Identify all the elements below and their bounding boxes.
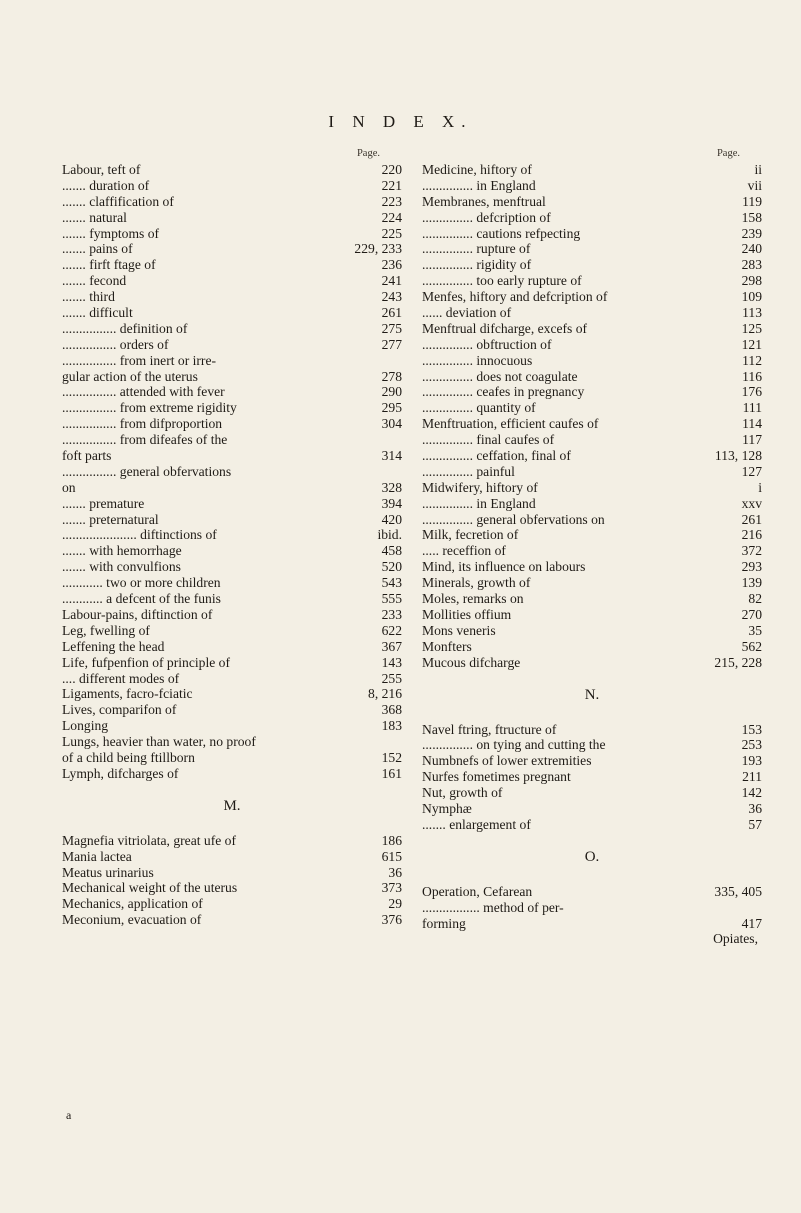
index-entry [422,575,762,591]
entry-label: ............... obftruction of [422,336,552,352]
catchword-right: Opiates, [713,931,758,947]
entry-label: of a child being ftillborn [62,749,195,765]
entry-pages: 233 [381,606,402,622]
entry-label: ................ from inert or irre- [62,352,217,368]
entry-pages: 57 [748,816,762,832]
index-entry [62,718,402,734]
index-entry [62,833,402,849]
index-entry [62,384,402,400]
entry-label: ................ attended with fever [62,384,225,400]
entry-label: Leffening the head [62,638,165,654]
entry-pages: 29 [388,896,402,912]
index-entry [62,559,402,575]
entry-pages: 82 [748,591,762,607]
entry-pages: 335, 405 [714,883,762,899]
index-entry [422,194,762,210]
index-entry [62,305,402,321]
index-entry [422,289,762,305]
entry-label: ............... on tying and cutting the [422,737,606,753]
index-entry [422,480,762,496]
entry-label: Leg, fwelling of [62,622,150,638]
entry-label: on [62,479,76,495]
entry-label: Labour-pains, diftinction of [62,606,213,622]
index-entry [422,226,762,242]
index-entry [62,226,402,242]
index-entry [62,766,402,782]
left-column [62,148,402,928]
entry-label: Midwifery, hiftory of [422,479,538,495]
entry-label: ............... rupture of [422,241,531,257]
entry-pages: 255 [381,670,402,686]
index-entry [62,432,402,448]
index-entry [62,734,402,750]
entry-label: Menftrual difcharge, excefs of [422,320,588,336]
page-column-label: Page. [356,148,380,159]
entry-pages: 221 [381,177,402,193]
index-entry [62,178,402,194]
entry-pages: 376 [381,912,402,928]
entry-pages: 36 [388,864,402,880]
entry-label: ....... fecond [62,273,127,289]
entry-pages: 394 [381,495,402,511]
entry-label: ............... ceafes in pregnancy [422,384,585,400]
entry-label: Mechanics, application of [62,896,203,912]
entry-label: ................ orders of [62,336,169,352]
left-column-entries [62,162,402,928]
entry-pages: 114 [742,416,762,432]
entry-pages: 153 [741,721,762,737]
entry-pages: 314 [381,448,402,464]
entry-pages: 295 [381,400,402,416]
index-entry [62,686,402,702]
entry-label: ....... fymptoms of [62,225,160,241]
index-entry [422,162,762,178]
entry-pages: 8, 216 [368,686,402,702]
index-entry [422,400,762,416]
index-entry [422,655,762,671]
index-entry [62,400,402,416]
index-entry [422,416,762,432]
index-entry [422,817,762,833]
entry-pages: 562 [741,638,762,654]
entry-pages: 241 [381,273,402,289]
entry-label: ................ definition of [62,320,188,336]
entry-pages: 113 [742,305,762,321]
entry-label: ............... quantity of [422,400,536,416]
entry-pages: 109 [741,289,762,305]
entry-label: Lungs, heavier than water, no proof [62,734,256,750]
entry-label: ............... innocuous [422,352,533,368]
entry-label: ....... enlargement of [422,816,531,832]
entry-pages: 622 [381,622,402,638]
entry-label: ....... duration of [62,177,150,193]
index-entry [422,900,762,916]
entry-label: Nurfes fometimes pregnant [422,769,571,785]
index-entry [422,337,762,353]
index-entry [62,480,402,496]
entry-label: Mind, its influence on labours [422,559,586,575]
entry-label: Lymph, difcharges of [62,765,179,781]
entry-label: Membranes, menftrual [422,193,546,209]
index-entry [62,591,402,607]
index-entry [422,353,762,369]
entry-label: foft parts [62,448,112,464]
entry-pages: 139 [741,575,762,591]
index-entry [422,737,762,753]
entry-label: Mollities offium [422,606,512,622]
entry-pages: 236 [381,257,402,273]
index-entry [422,384,762,400]
entry-label: Life, fufpenfion of principle of [62,654,230,670]
index-entry [62,321,402,337]
section-heading: O. [584,848,600,865]
index-entry [62,496,402,512]
entry-label: gular action of the uterus [62,368,198,384]
entry-label: Moles, remarks on [422,591,524,607]
entry-pages: 152 [381,749,402,765]
entry-label: ...................... diftinctions of [62,527,217,543]
index-entry [62,273,402,289]
entry-pages: 229, 233 [354,241,402,257]
entry-pages: 417 [741,915,762,931]
entry-pages: 215, 228 [714,654,762,670]
index-entry [62,880,402,896]
entry-pages: 328 [381,479,402,495]
entry-label: Labour, teft of [62,162,141,177]
entry-label: Monfters [422,638,472,654]
index-entry [62,210,402,226]
index-entry [422,273,762,289]
index-entry [422,448,762,464]
entry-label: ............... rigidity of [422,257,532,273]
index-entry [62,671,402,687]
entry-pages: 275 [381,320,402,336]
entry-pages: 211 [742,769,762,785]
entry-label: ....... pains of [62,241,133,257]
index-entry [422,769,762,785]
entry-pages: 261 [741,511,762,527]
index-entry [62,448,402,464]
entry-label: forming [422,915,466,931]
right-column-entries [422,162,762,947]
entry-label: ............... too early rupture of [422,273,582,289]
entry-label: ............... defcription of [422,209,551,225]
entry-pages: ibid. [377,527,402,543]
entry-pages: ii [754,162,762,177]
entry-pages: 615 [381,848,402,864]
entry-pages: 225 [381,225,402,241]
entry-label: Operation, Cefarean [422,883,533,899]
entry-label: Minerals, growth of [422,575,531,591]
entry-label: ............... general obfervations on [422,511,605,527]
entry-label: ............... does not coagulate [422,368,578,384]
entry-label: Mania lactea [62,848,132,864]
entry-pages: 119 [742,193,762,209]
entry-label: ....... difficult [62,305,133,321]
index-entry [422,543,762,559]
entry-label: ....... with convulfions [62,559,181,575]
entry-label: Mucous difcharge [422,654,521,670]
entry-label: ....... preternatural [62,511,159,527]
entry-label: Medicine, hiftory of [422,162,532,177]
index-entry [62,896,402,912]
entry-label: Nymphæ [422,800,472,816]
index-entry [422,722,762,738]
entry-pages: 253 [741,737,762,753]
entry-label: Numbnefs of lower extremities [422,753,592,769]
entry-pages: 458 [381,543,402,559]
section-heading: N. [584,686,600,703]
entry-label: Mons veneris [422,622,496,638]
index-entry [62,241,402,257]
entry-label: ..... receffion of [422,543,506,559]
entry-pages: 116 [742,368,762,384]
entry-pages: 520 [381,559,402,575]
entry-pages: i [758,479,762,495]
entry-pages: 270 [741,606,762,622]
index-entry [62,912,402,928]
index-entry [62,369,402,385]
entry-label: ................ from difeafes of the [62,432,228,448]
entry-pages: 193 [741,753,762,769]
index-entry [62,194,402,210]
entry-label: ................. method of per- [422,899,564,915]
index-entry [422,512,762,528]
index-entry [422,623,762,639]
index-entry [422,607,762,623]
entry-pages: 142 [741,785,762,801]
entry-pages: 117 [742,432,762,448]
index-entry [62,162,402,178]
index-entry [422,321,762,337]
entry-pages: 277 [381,336,402,352]
index-entry [422,527,762,543]
entry-pages: 216 [741,527,762,543]
index-entry [62,865,402,881]
entry-pages: 373 [381,880,402,896]
entry-pages: 298 [741,273,762,289]
index-entry [62,512,402,528]
entry-label: ....... firft ftage of [62,257,156,273]
entry-label: ....... claffification of [62,193,174,209]
entry-pages: 176 [741,384,762,400]
entry-pages: 111 [742,400,762,416]
entry-pages: 220 [381,162,402,177]
entry-label: Magnefia vitriolata, great ufe of [62,832,236,848]
index-entry [422,916,762,932]
entry-pages: 158 [741,209,762,225]
index-entry [62,464,402,480]
entry-pages: 121 [741,336,762,352]
entry-pages: 243 [381,289,402,305]
entry-pages: 36 [748,800,762,816]
entry-pages: 261 [381,305,402,321]
entry-pages: 240 [741,241,762,257]
entry-pages: 420 [381,511,402,527]
entry-label: ............... painful [422,463,515,479]
entry-label: ............... ceffation, final of [422,448,571,464]
entry-label: ...... deviation of [422,305,512,321]
entry-label: ....... third [62,289,115,305]
index-entry [62,289,402,305]
entry-pages: xxv [741,495,762,511]
catchword-left: a [66,1108,72,1122]
entry-pages: 372 [741,543,762,559]
entry-pages: 239 [741,225,762,241]
entry-pages: 278 [381,368,402,384]
entry-label: Menftruation, efficient caufes of [422,416,599,432]
index-entry [62,353,402,369]
index-entry [422,753,762,769]
index-entry [422,591,762,607]
index-entry [422,785,762,801]
index-entry [422,884,762,900]
entry-label: Lives, comparifon of [62,702,177,718]
entry-label: ................ from extreme rigidity [62,400,237,416]
entry-label: Mechanical weight of the uterus [62,880,238,896]
entry-pages: 143 [381,654,402,670]
index-entry [422,257,762,273]
index-entry [422,559,762,575]
index-entry [62,337,402,353]
entry-pages: vii [747,177,762,193]
page-column-label: Page. [716,148,740,159]
entry-pages: 368 [381,702,402,718]
entry-label: Meatus urinarius [62,864,154,880]
entry-label: ............ a defcent of the funis [62,591,221,607]
entry-label: Ligaments, facro-fciatic [62,686,193,702]
index-entry [422,241,762,257]
index-entry [422,305,762,321]
index-entry [62,655,402,671]
index-entry [62,575,402,591]
entry-label: Meconium, evacuation of [62,912,202,928]
entry-label: ....... premature [62,495,145,511]
entry-label: ....... natural [62,209,127,225]
index-entry [62,639,402,655]
entry-pages: 161 [381,765,402,781]
index-entry [422,432,762,448]
entry-pages: 113, 128 [714,448,762,464]
entry-pages: 555 [381,591,402,607]
entry-pages: 367 [381,638,402,654]
index-entry [422,369,762,385]
index-entry [62,750,402,766]
entry-pages: 112 [742,352,762,368]
index-entry [62,527,402,543]
entry-pages: 543 [381,575,402,591]
entry-pages: 224 [381,209,402,225]
index-entry [62,257,402,273]
entry-label: Nut, growth of [422,785,503,801]
index-entry [62,607,402,623]
entry-pages: 186 [381,832,402,848]
entry-label: ....... with hemorrhage [62,543,182,559]
section-heading: M. [223,797,241,814]
index-entry [422,210,762,226]
entry-label: ............... final caufes of [422,432,555,448]
index-entry [422,178,762,194]
entry-pages: 127 [741,463,762,479]
entry-pages: 304 [381,416,402,432]
entry-pages: 223 [381,193,402,209]
entry-label: Milk, fecretion of [422,527,519,543]
index-entry [62,416,402,432]
entry-label: ................ general obfervations [62,463,232,479]
page-title: I N D E X. [328,112,473,131]
right-column [422,148,762,947]
index-entry [422,801,762,817]
entry-label: ............... in England [422,177,536,193]
entry-pages: 35 [748,622,762,638]
entry-label: ............... in England [422,495,536,511]
entry-pages: 183 [381,718,402,734]
entry-label: .... different modes of [62,670,180,686]
entry-label: ............ two or more children [62,575,221,591]
entry-label: ............... cautions refpecting [422,225,581,241]
entry-label: Longing [62,718,109,734]
index-entry [422,639,762,655]
entry-pages: 290 [381,384,402,400]
index-entry [62,702,402,718]
entry-pages: 125 [741,320,762,336]
entry-pages: 293 [741,559,762,575]
entry-label: ................ from difproportion [62,416,223,432]
index-entry [62,623,402,639]
index-entry [422,496,762,512]
entry-label: Menfes, hiftory and defcription of [422,289,608,305]
index-entry [422,464,762,480]
index-entry [62,849,402,865]
entry-label: Navel ftring, ftructure of [422,721,557,737]
index-entry [62,543,402,559]
entry-pages: 283 [741,257,762,273]
